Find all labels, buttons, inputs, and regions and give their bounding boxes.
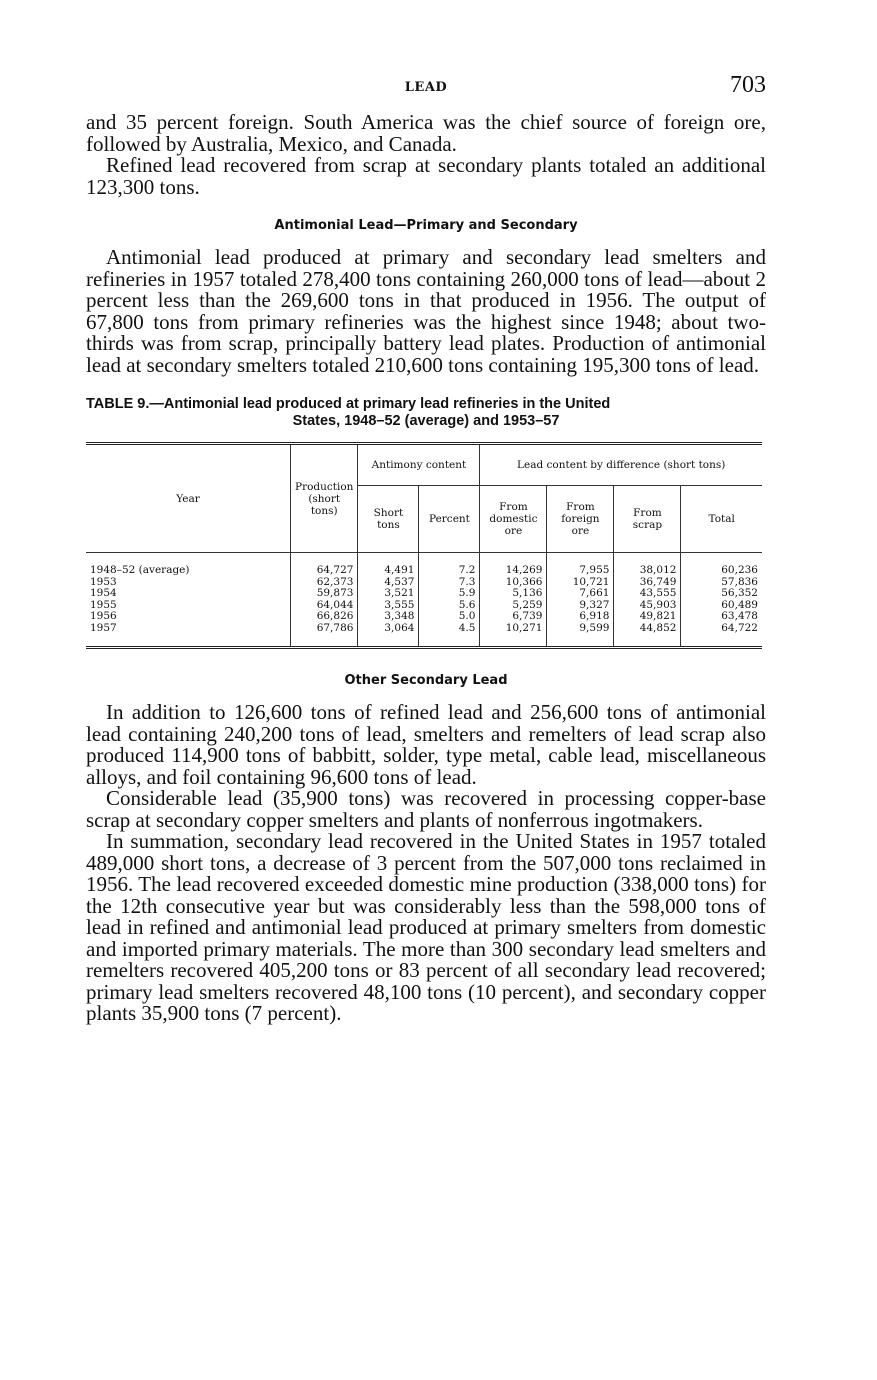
- paragraph-refined-lead: Refined lead recovered from scrap at secondary plants totaled an additional 123,300 tons.: [86, 153, 766, 199]
- cell-foreign: 7,661: [547, 588, 614, 600]
- cell-year: 1953: [86, 577, 291, 589]
- cell-scrap: 36,749: [614, 577, 681, 589]
- paragraph-other-secondary-1: In addition to 126,600 tons of refined lead and 256,600 tons of antimonial lead containing 240,200 tons of lead, smelters and remelters of lead scrap also produced 114,900 tons of babbitt, solder, type metal, cable lead, miscellaneous alloys, and foil containing 96,600 tons of lead.: [86, 700, 766, 789]
- cell-production: 64,044: [291, 600, 358, 612]
- cell-scrap: 49,821: [614, 611, 681, 623]
- paragraph-other-secondary-2: Considerable lead (35,900 tons) was recovered in processing copper-base scrap at secondary copper smelters and plants of nonferrous ingotmakers.: [86, 786, 766, 832]
- cell-foreign: 6,918: [547, 611, 614, 623]
- col-group-antimony: Antimony content: [358, 444, 480, 486]
- cell-total: 60,236: [721, 564, 758, 576]
- section-heading-antimonial: Antimonial Lead—Primary and Secondary: [274, 218, 578, 233]
- cell-scrap: 44,852: [614, 623, 681, 648]
- cell-sb-tons: 4,537: [358, 577, 419, 589]
- paragraph-antimonial: Antimonial lead produced at primary and secondary lead smelters and refineries in 1957 totaled 278,400 tons containing 260,000 tons of lead—about 2 percent less than the 269,600 tons in that produced in 1956. The output of 67,800 tons from primary refineries was the highest since 1948; about two-thirds was from scrap, principally battery lead plates. Production of antimonial lead at secondary smelters totaled 210,600 tons containing 195,300 tons of lead.: [86, 245, 766, 377]
- cell-year: 1954: [86, 588, 291, 600]
- cell-sb-percent: 5.0: [419, 611, 480, 623]
- section-heading-other-secondary: Other Secondary Lead: [344, 673, 508, 688]
- cell-year: 1955: [86, 600, 291, 612]
- cell-sb-tons: 3,555: [358, 600, 419, 612]
- table-row: [86, 611, 762, 623]
- cell-sb-tons: 3,521: [358, 588, 419, 600]
- col-header-year: Year: [86, 444, 291, 553]
- col-header-short-tons: Short tons: [358, 486, 419, 553]
- col-header-percent: Percent: [419, 486, 480, 553]
- cell-total: 60,489: [721, 598, 758, 611]
- cell-year: 1948–52 (average): [86, 553, 291, 577]
- cell-year: 1957: [86, 623, 291, 648]
- cell-foreign: 10,721: [547, 577, 614, 589]
- cell-production: 62,373: [291, 577, 358, 589]
- cell-domestic: 10,366: [480, 577, 547, 589]
- cell-total: 64,722: [721, 621, 758, 634]
- cell-production: 64,727: [291, 553, 358, 577]
- cell-sb-percent: 4.5: [419, 623, 480, 648]
- col-group-lead: Lead content by difference (short tons): [480, 444, 762, 486]
- col-header-domestic: From domestic ore: [480, 486, 547, 553]
- cell-scrap: 45,903: [614, 600, 681, 612]
- cell-scrap: 38,012: [614, 553, 681, 577]
- cell-sb-tons: 3,064: [358, 623, 419, 648]
- cell-sb-percent: 7.3: [419, 577, 480, 589]
- antimonial-lead-table: [86, 442, 762, 649]
- cell-production: 67,786: [291, 623, 358, 648]
- cell-sb-percent: 5.9: [419, 588, 480, 600]
- cell-total: 57,836: [721, 575, 758, 588]
- cell-foreign: 9,599: [547, 623, 614, 648]
- cell-domestic: 6,739: [480, 611, 547, 623]
- cell-sb-tons: 3,348: [358, 611, 419, 623]
- cell-foreign: 9,327: [547, 600, 614, 612]
- col-header-foreign: From foreign ore: [547, 486, 614, 553]
- page-number: 703: [730, 72, 766, 98]
- table-caption: [86, 396, 766, 430]
- cell-foreign: 7,955: [547, 553, 614, 577]
- table-row: [86, 553, 762, 577]
- cell-production: 59,873: [291, 588, 358, 600]
- col-header-scrap: From scrap: [614, 486, 681, 553]
- table-caption-line1: TABLE 9.—Antimonial lead produced at primary lead refineries in the United: [86, 396, 611, 412]
- running-title: LEAD: [404, 80, 448, 95]
- cell-domestic: 5,136: [480, 588, 547, 600]
- cell-sb-percent: 5.6: [419, 600, 480, 612]
- cell-domestic: 5,259: [480, 600, 547, 612]
- cell-sb-percent: 7.2: [419, 553, 480, 577]
- col-header-total: Total: [681, 486, 762, 553]
- cell-production: 66,826: [291, 611, 358, 623]
- paragraph-continued: and 35 percent foreign. South America was the chief source of foreign ore, followed by Australia, Mexico, and Canada.: [86, 110, 766, 156]
- cell-sb-tons: 4,491: [358, 553, 419, 577]
- cell-domestic: 10,271: [480, 623, 547, 648]
- table-row: [86, 588, 762, 600]
- cell-scrap: 43,555: [614, 588, 681, 600]
- cell-domestic: 14,269: [480, 553, 547, 577]
- running-head: [86, 72, 766, 108]
- cell-year: 1956: [86, 611, 291, 623]
- table-caption-line2: States, 1948–52 (average) and 1953–57: [292, 413, 560, 429]
- cell-total: 63,478: [721, 610, 758, 622]
- table-row: [86, 623, 762, 648]
- document-page: [86, 72, 766, 1025]
- paragraph-summation: In summation, secondary lead recovered in the United States in 1957 totaled 489,000 short tons, a decrease of 3 percent from the 507,000 tons reclaimed in 1956. The lead recovered exceeded domestic mine production (338,000 tons) for the 12th consecutive year but was considerably less than the 598,000 tons of lead in refined and antimonial lead produced at primary smelters from domestic and imported primary materials. The more than 300 secondary lead smelters and remelters recovered 405,200 tons or 83 percent of all secondary lead recovered; primary lead smelters recovered 48,100 tons (10 percent), and secondary copper plants 35,900 tons (7 percent).: [86, 829, 766, 1025]
- cell-total: 56,352: [721, 587, 758, 599]
- col-header-production: Production (short tons): [291, 444, 358, 553]
